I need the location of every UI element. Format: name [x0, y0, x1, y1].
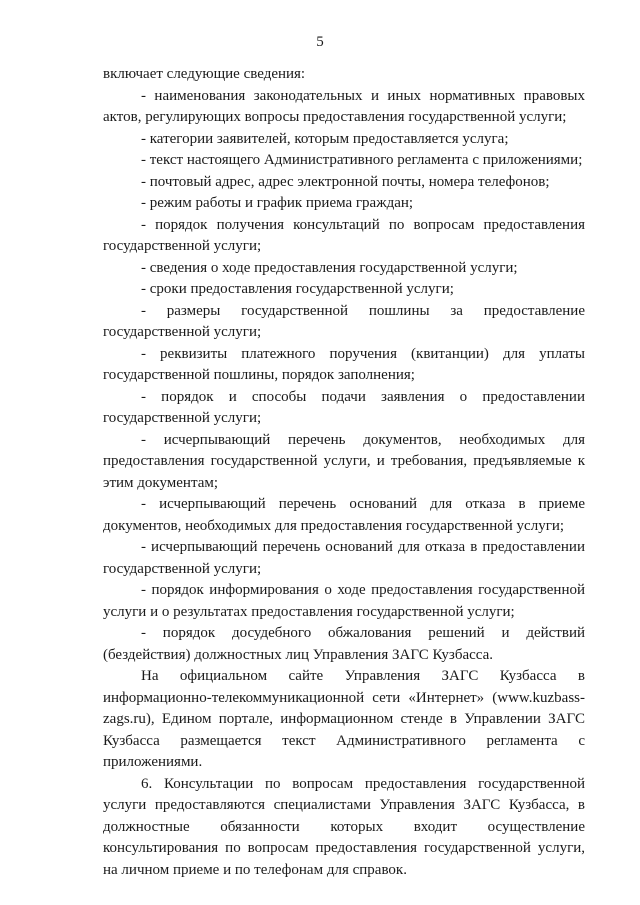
list-item: - почтовый адрес, адрес электронной почты, номера телефонов;: [141, 173, 550, 190]
paragraph: 6. Консультации по вопросам предоставления государственной услуги предоставляются специалистами Управления ЗАГС Кузбасса, в должностные обязанности которых входит осуществление консультирования по вопросам предоставления государственной услуги, на личном приеме и по телефонам для справок.: [103, 775, 585, 878]
list-item: - наименования законодательных и иных нормативных правовых актов, регулирующих вопросы предоставления государственной услуги;: [103, 87, 585, 125]
list-item: - текст настоящего Административного регламента с приложениями;: [141, 152, 583, 168]
paragraph: включает следующие сведения:: [103, 66, 306, 82]
list-item: - категории заявителей, которым предоставляется услуга;: [141, 130, 509, 147]
list-item: - сроки предоставления государственной услуги;: [141, 281, 454, 297]
list-item: - режим работы и график приема граждан;: [141, 195, 414, 211]
list-item: - исчерпывающий перечень оснований для отказа в предоставлении государственной услуги;: [103, 539, 585, 577]
list-item: - исчерпывающий перечень документов, необходимых для предоставления государственной услуги, и требования, предъявляемые к этим документам;: [103, 431, 585, 491]
list-item: - сведения о ходе предоставления государственной услуги;: [141, 259, 518, 276]
list-item: - исчерпывающий перечень оснований для отказа в приеме документов, необходимых для предоставления государственной услуги;: [103, 496, 585, 534]
document-body: [103, 64, 585, 881]
list-item: - реквизиты платежного поручения (квитанции) для уплаты государственной пошлины, порядок заполнения;: [103, 345, 585, 383]
page-number: 5: [316, 34, 324, 50]
list-item: - порядок и способы подачи заявления о предоставлении государственной услуги;: [103, 388, 585, 426]
list-item: - порядок досудебного обжалования решений и действий (бездействия) должностных лиц Управления ЗАГС Кузбасса.: [103, 625, 585, 663]
list-item: - размеры государственной пошлины за предоставление государственной услуги;: [103, 302, 585, 340]
list-item: - порядок получения консультаций по вопросам предоставления государственной услуги;: [103, 216, 585, 254]
list-item: - порядок информирования о ходе предоставления государственной услуги и о результатах предоставления государственной услуги;: [103, 582, 585, 620]
paragraph: На официальном сайте Управления ЗАГС Кузбасса в информационно-телекоммуникационной сети «Интернет» (www.kuzbass-zags.ru), Едином портале, информационном стенде в Управлении ЗАГС Кузбасса размещается текст Административного регламента с приложениями.: [103, 668, 585, 770]
